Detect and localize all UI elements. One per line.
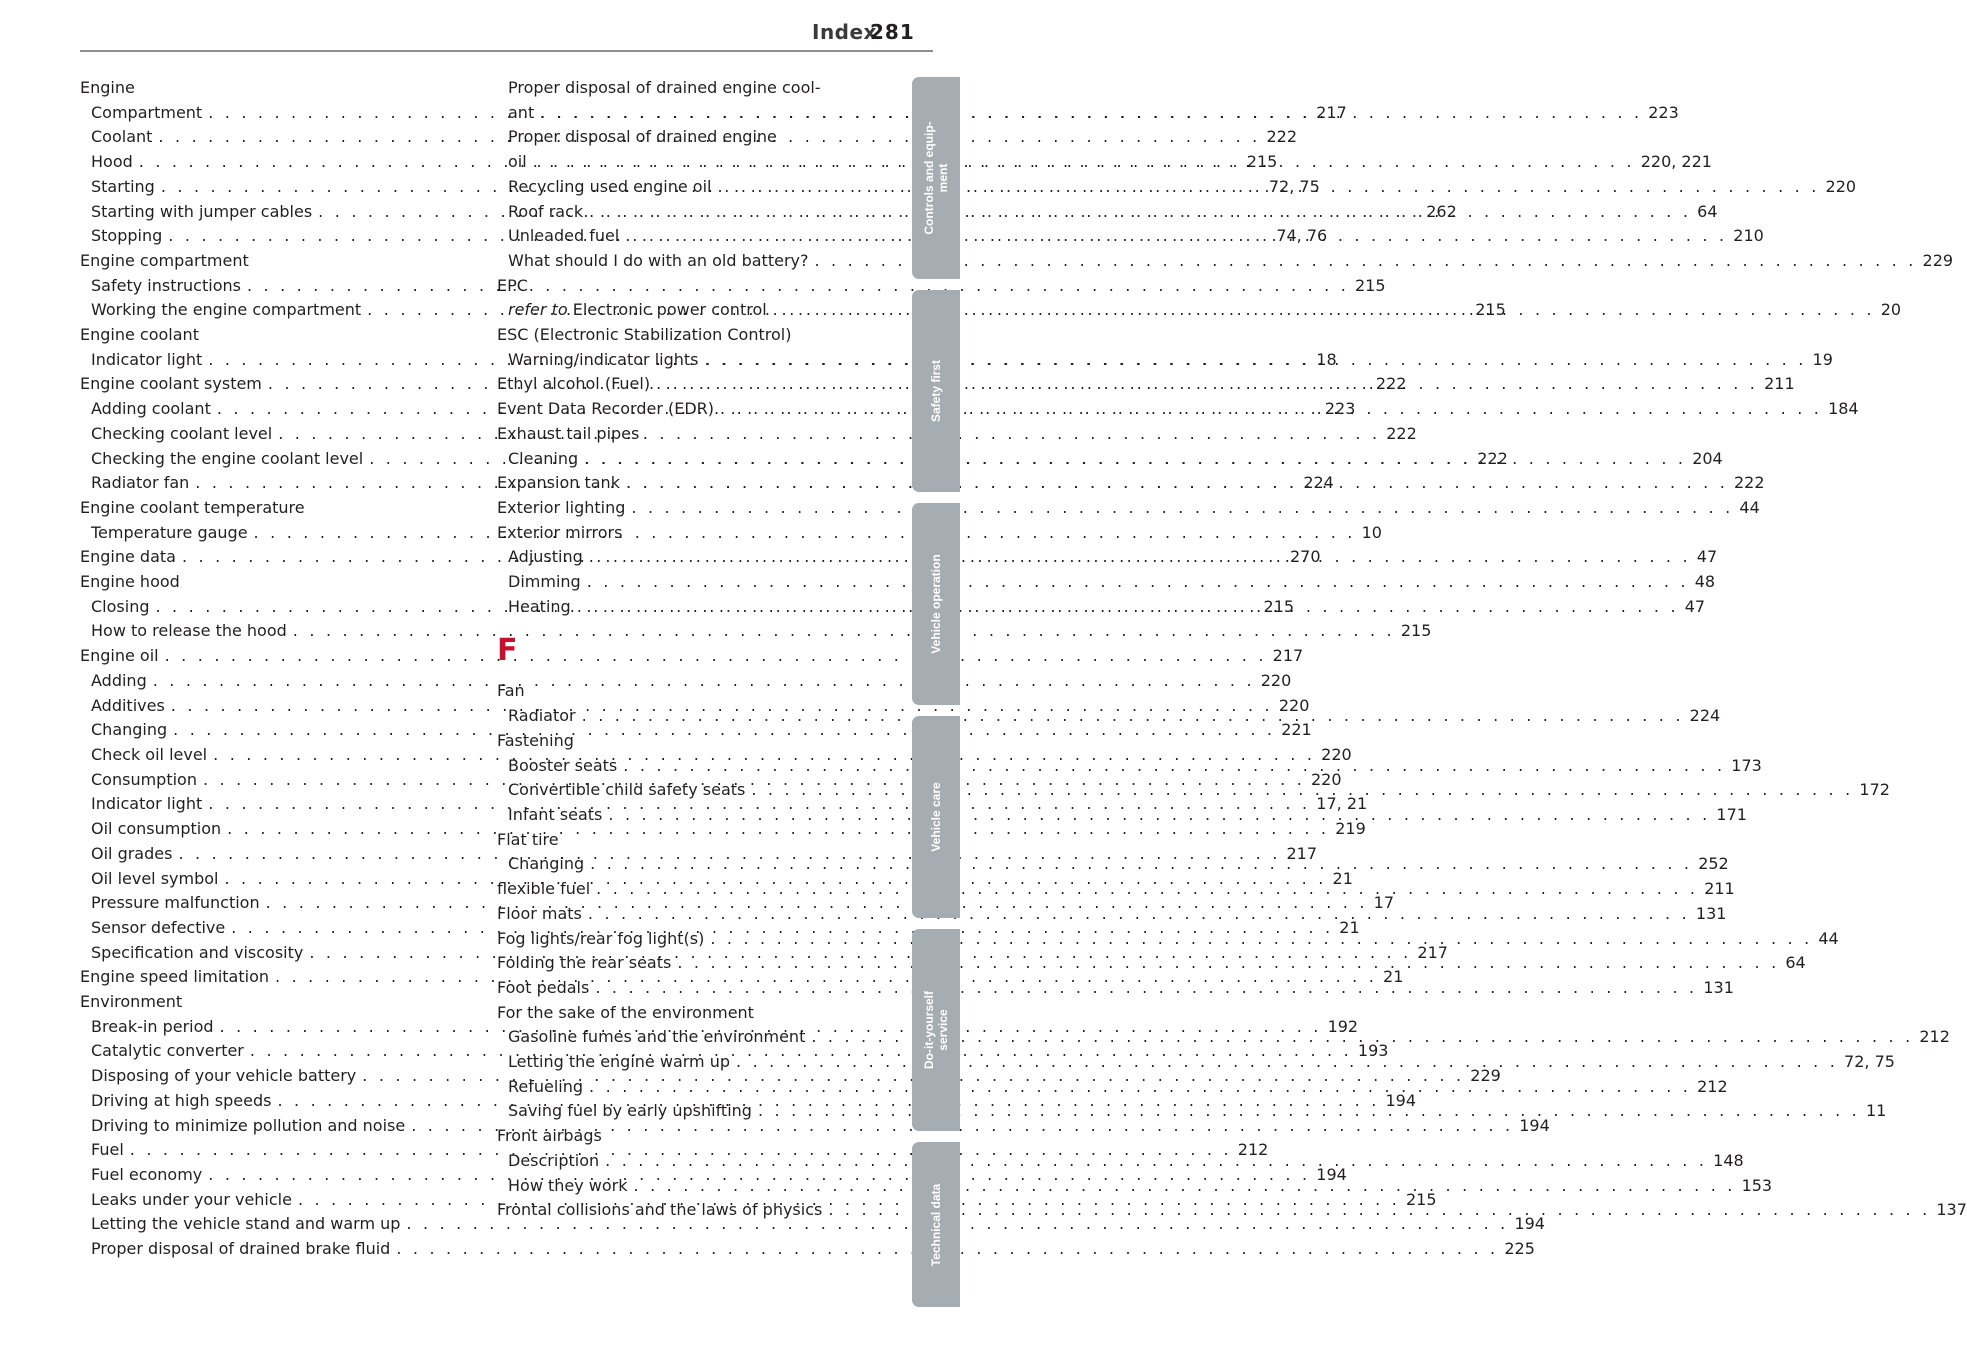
refer-to-label: refer to: [508, 300, 568, 320]
index-entry: Starting . . . 72, 75: [80, 175, 452, 200]
index-entry: Ethyl alcohol (Fuel) . . . 211: [497, 372, 869, 397]
index-entry: Gasoline fumes and the environment . . . 212: [497, 1025, 869, 1050]
index-entry: Frontal collisions and the laws of physics . . . 137: [497, 1198, 869, 1223]
chapter-tab-care[interactable]: [912, 716, 960, 918]
index-entry: Changing . . . 221: [80, 718, 452, 743]
index-entry: Starting with jumper cables . . . 262: [80, 200, 452, 225]
index-entry: ant . . . 223: [497, 101, 869, 126]
index-entry: Saving fuel by early upshifting . . . 11: [497, 1099, 869, 1124]
index-entry: Expansion tank . . . 222: [497, 471, 869, 496]
index-entry: Disposing of your vehicle battery . . . 229: [80, 1064, 452, 1089]
chapter-tab-label: Vehicle operation: [929, 554, 943, 654]
index-heading: Fan: [497, 681, 525, 701]
index-entry: Engine data . . . 270: [80, 545, 452, 570]
chapter-tab-label: Technical data: [929, 1183, 943, 1266]
page-number: 281: [870, 20, 915, 44]
index-entry-cross-reference: refer to Electronic power control . . . 20: [497, 298, 869, 323]
index-entry: Warning/indicator lights . . . 19: [497, 348, 869, 373]
index-entry: Changing . . . 252: [497, 852, 869, 877]
index-entry: Unleaded fuel . . . 210: [497, 224, 869, 249]
index-entry: Stopping . . . 74, 76: [80, 224, 452, 249]
index-entry: Engine oil . . . 217: [80, 644, 452, 669]
index-entry: Oil consumption . . . 219: [80, 817, 452, 842]
index-entry: Oil grades . . . 217: [80, 842, 452, 867]
index-entry: Additives . . . 220: [80, 694, 452, 719]
chapter-tab-diy[interactable]: [912, 929, 960, 1131]
index-entry: Convertible child safety seats . . . 172: [497, 778, 869, 803]
index-entry: oil . . . 220, 221: [497, 150, 869, 175]
index-entry: Checking coolant level . . . 222: [80, 422, 452, 447]
chapter-tab-safety[interactable]: [912, 290, 960, 492]
index-entry: Pressure malfunction . . . 17: [80, 891, 452, 916]
index-heading: ESC (Electronic Stabilization Control): [497, 325, 792, 345]
index-entry: Catalytic converter . . . 193: [80, 1039, 452, 1064]
index-entry: Leaks under your vehicle . . . 215: [80, 1188, 452, 1213]
index-entry: Letting the engine warm up . . . 72, 75: [497, 1050, 869, 1075]
index-entry: Check oil level . . . 220: [80, 743, 452, 768]
index-heading: Environment: [80, 992, 183, 1012]
index-entry: Adjusting . . . 47: [497, 545, 869, 570]
index-entry: Driving at high speeds . . . 194: [80, 1089, 452, 1114]
index-entry: Break-in period . . . 192: [80, 1015, 452, 1040]
index-entry: Sensor defective . . . 21: [80, 916, 452, 941]
index-entry: Event Data Recorder (EDR) . . . 184: [497, 397, 869, 422]
index-entry: Adding coolant . . . 223: [80, 397, 452, 422]
index-entry: Specification and viscosity . . . 217: [80, 941, 452, 966]
index-entry: Fuel economy . . . 194: [80, 1163, 452, 1188]
index-entry-wrapped: Proper disposal of drained engine: [508, 127, 777, 147]
index-entry: How to release the hood . . . 215: [80, 619, 452, 644]
index-entry: Letting the vehicle stand and warm up . . . 194: [80, 1212, 452, 1237]
index-entry: Coolant . . . 222: [80, 125, 452, 150]
index-entry: Roof rack . . . 64: [497, 200, 869, 225]
index-heading: Engine coolant: [80, 325, 199, 345]
index-entry: Oil level symbol . . . 21: [80, 867, 452, 892]
index-entry: Exterior lighting . . . 44: [497, 496, 869, 521]
index-entry: Booster seats . . . 173: [497, 754, 869, 779]
index-entry: Checking the engine coolant level . . . 222: [80, 447, 452, 472]
index-heading: Exterior mirrors: [497, 522, 623, 542]
index-entry: Indicator light . . . 18: [80, 348, 452, 373]
index-entry: Driving to minimize pollution and noise . . . 194: [80, 1114, 452, 1139]
index-entry: Foot pedals . . . 131: [497, 976, 869, 1001]
header-rule: [80, 50, 933, 52]
index-entry: Refueling . . . 212: [497, 1075, 869, 1100]
index-entry: Radiator . . . 224: [497, 704, 869, 729]
chapter-tab-controls[interactable]: [912, 77, 960, 279]
index-entry: Closing . . . 215: [80, 595, 452, 620]
index-entry: Engine coolant system . . . 222: [80, 372, 452, 397]
index-entry: Folding the rear seats . . . 64: [497, 951, 869, 976]
index-entry: Description . . . 148: [497, 1149, 869, 1174]
index-entry: Proper disposal of drained brake fluid . . . 225: [80, 1237, 452, 1262]
chapter-tab-operation[interactable]: [912, 503, 960, 705]
index-entry: What should I do with an old battery? . . . 229: [497, 249, 869, 274]
index-entry: Floor mats . . . 131: [497, 902, 869, 927]
chapter-tab-label: Controls and equip- ment: [922, 121, 950, 235]
index-entry: Consumption . . . 220: [80, 768, 452, 793]
chapter-tab-label: Do-it-yourself service: [922, 991, 950, 1069]
index-entry: Dimming . . . 48: [497, 570, 869, 595]
index-heading: Front airbags: [497, 1126, 602, 1146]
index-heading: Fastening: [497, 730, 574, 750]
index-heading: Engine hood: [80, 572, 180, 592]
index-entry: Compartment . . . 217: [80, 101, 452, 126]
index-heading: Engine: [80, 78, 135, 97]
index-heading: For the sake of the environment: [497, 1002, 754, 1022]
index-entry: Hood . . . 215: [80, 150, 452, 175]
index-entry: Adding . . . 220: [80, 669, 452, 694]
index-entry: Cleaning . . . 204: [497, 447, 869, 472]
index-entry: Engine speed limitation . . . 21: [80, 965, 452, 990]
index-entry: Radiator fan . . . 224: [80, 471, 452, 496]
index-entry: Fog lights/rear fog light(s) . . . 44: [497, 927, 869, 952]
chapter-tab-label: Safety first: [929, 359, 943, 423]
chapter-tab-label: Vehicle care: [929, 782, 943, 852]
index-entry: How they work . . . 153: [497, 1174, 869, 1199]
chapter-tab-technical[interactable]: [912, 1142, 960, 1307]
index-entry: Indicator light . . . 17, 21: [80, 792, 452, 817]
index-entry: Heating . . . 47: [497, 595, 869, 620]
index-heading: Engine coolant temperature: [80, 497, 305, 517]
index-entry: Working the engine compartment . . . 215: [80, 298, 452, 323]
index-heading: Engine compartment: [80, 250, 249, 270]
index-entry: Safety instructions . . . 215: [80, 274, 452, 299]
index-section-letter: F: [497, 633, 518, 669]
running-header-title: Index: [812, 20, 877, 44]
index-entry: Infant seats . . . 171: [497, 803, 869, 828]
index-entry: flexible fuel . . . 211: [497, 877, 869, 902]
index-entry: Fuel . . . 212: [80, 1138, 452, 1163]
index-entry: Recycling used engine oil . . . 220: [497, 175, 869, 200]
index-heading: Flat tire: [497, 829, 559, 849]
index-entry: Temperature gauge . . . 10: [80, 521, 452, 546]
index-entry-wrapped: Proper disposal of drained engine cool-: [508, 78, 821, 97]
index-heading: Exhaust tail pipes: [497, 423, 640, 443]
index-heading: EPC: [497, 275, 528, 295]
